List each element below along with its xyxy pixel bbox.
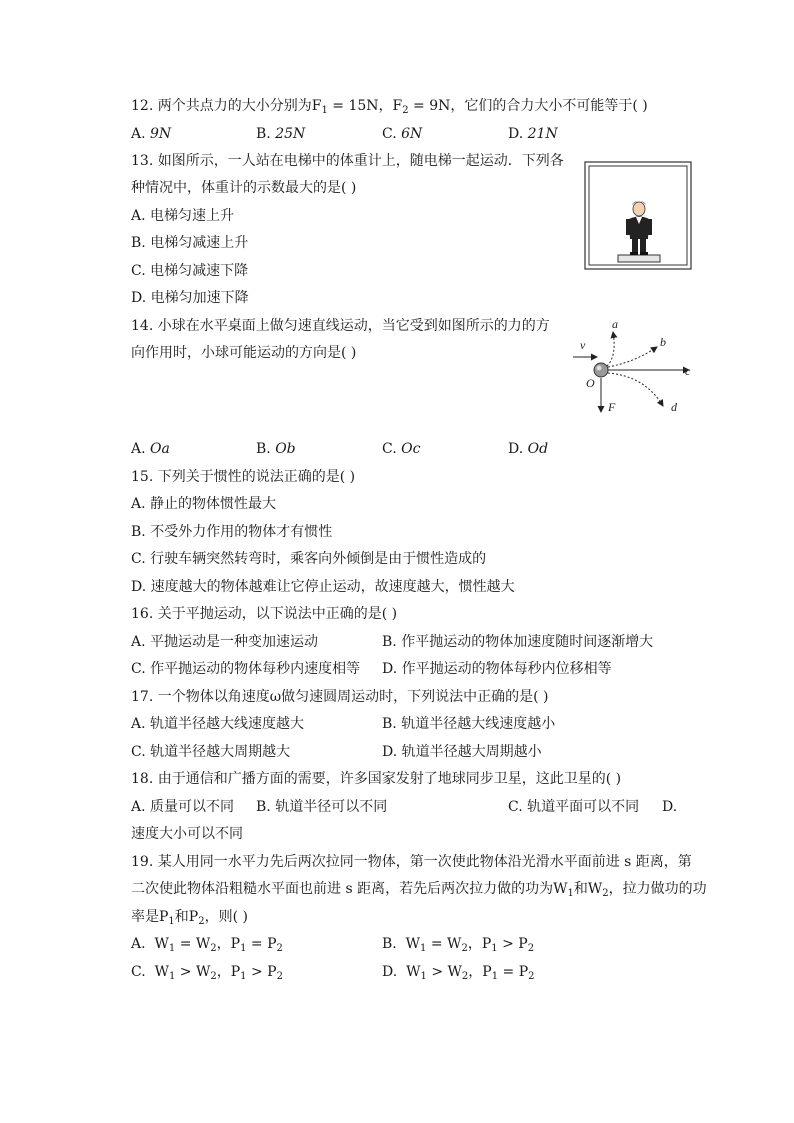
ball-icon xyxy=(594,363,608,377)
q12-option-d[interactable] xyxy=(508,124,558,144)
option-letter: A. xyxy=(131,441,146,457)
label-v: v xyxy=(580,338,586,352)
elevator-figure xyxy=(584,161,692,271)
sub-2: 2 xyxy=(602,888,609,899)
q18-option-a[interactable]: A. 质量可以不同 xyxy=(131,799,235,815)
q18-option-c[interactable]: C. 轨道平面可以不同 xyxy=(508,799,640,815)
q19-line3-a: 率是P xyxy=(131,909,169,925)
label-d: d xyxy=(671,400,677,414)
w-relation: > xyxy=(179,964,192,980)
q16-option-c[interactable]: C. 作平抛运动的物体每秒内速度相等 xyxy=(131,661,361,677)
q13-option-c[interactable]: C. 电梯匀减速下降 xyxy=(131,263,249,279)
q14-option-c[interactable] xyxy=(382,439,420,459)
q16-stem: 16. 关于平抛运动，以下说法中正确的是( ) xyxy=(131,606,398,622)
q12-stem-mid: = 15N，F xyxy=(327,98,403,114)
w-relation: = xyxy=(179,936,192,952)
option-letter: D. xyxy=(508,441,524,457)
p-relation: > xyxy=(251,964,263,980)
sub-1: 1 xyxy=(168,916,175,927)
q17-option-d[interactable]: D. 轨道半径越大周期越小 xyxy=(382,744,542,760)
q15-option-d[interactable]: D. 速度越大的物体越难让它停止运动，故速度越大，惯性越大 xyxy=(131,579,515,595)
q19-option-a[interactable]: A. $W_1 = W_2$，$P_1 = P_2$ xyxy=(131,936,283,954)
w-relation: > xyxy=(431,964,444,980)
q17-option-b[interactable]: B. 轨道半径越大线速度越小 xyxy=(382,716,556,732)
q12-stem xyxy=(131,96,648,116)
p-relation: = xyxy=(250,936,263,952)
q13-stem-line2: 种情况中，体重计的示数最大的是( ) xyxy=(131,180,357,196)
q19-stem-line1: 19. 某人用同一水平力先后两次拉同一物体，第一次使此物体沿光滑水平面前进 s 距离，第 xyxy=(131,854,692,870)
q14-stem-line2: 向作用时，小球可能运动的方向是( ) xyxy=(131,345,357,361)
p-relation: > xyxy=(502,936,514,952)
person-icon xyxy=(626,201,652,255)
label-c: c xyxy=(685,364,691,378)
option-value: 25N xyxy=(275,126,306,142)
q17-option-a[interactable]: A. 轨道半径越大线速度越大 xyxy=(131,716,305,732)
q12-option-a[interactable] xyxy=(131,124,171,144)
label-a: a xyxy=(612,317,618,331)
p-relation: = xyxy=(502,964,515,980)
q19-line2-a: 二次使此物体沿粗糙水平面也前进 s 距离，若先后两次拉力做的功为W xyxy=(131,881,568,897)
option-letter: B. xyxy=(256,441,271,457)
q17-option-c[interactable]: C. 轨道半径越大周期越大 xyxy=(131,744,291,760)
q19-option-c[interactable]: C. $W_1 > W_2$，$P_1 > P_2$ xyxy=(131,964,283,982)
q12-option-b[interactable] xyxy=(256,124,305,144)
q14-stem-line1: 14. 小球在水平桌面上做匀速直线运动，当它受到如图所示的力的方 xyxy=(131,318,550,334)
q18-option-d-text[interactable]: 速度大小可以不同 xyxy=(131,826,243,842)
q19-stem-line2 xyxy=(131,879,707,899)
scale-icon xyxy=(618,255,660,262)
q12-sub1: 1 xyxy=(321,105,328,116)
option-value: Oc xyxy=(401,441,421,457)
q14-option-a[interactable] xyxy=(131,439,170,459)
q13-stem-line1: 13. 如图所示，一人站在电梯中的体重计上，随电梯一起运动．下列各 xyxy=(131,153,564,169)
option-value: 9N xyxy=(150,126,172,142)
q15-option-a[interactable]: A. 静止的物体惯性最大 xyxy=(131,496,277,512)
q12-stem-post: = 9N，它们的合力大小不可能等于( ) xyxy=(408,98,648,114)
option-letter: B. xyxy=(256,126,271,142)
q18-stem: 18. 由于通信和广播方面的需要，许多国家发射了地球同步卫星，这此卫星的( ) xyxy=(131,771,622,787)
option-letter: D. xyxy=(508,126,524,142)
q19-stem-line3 xyxy=(131,907,248,927)
label-b: b xyxy=(660,335,666,349)
option-letter: A. xyxy=(131,936,146,952)
label-o: O xyxy=(586,376,595,390)
q16-option-d[interactable]: D. 作平抛运动的物体每秒内位移相等 xyxy=(382,661,612,677)
q18-option-d-letter[interactable]: D. xyxy=(662,799,678,815)
q16-option-a[interactable]: A. 平抛运动是一种变加速运动 xyxy=(131,634,319,650)
option-letter: C. xyxy=(131,964,146,980)
force-direction-figure xyxy=(565,316,700,420)
q19-option-d[interactable]: D. $W_1 > W_2$，$P_1 = P_2$ xyxy=(382,964,535,982)
option-letter: B. xyxy=(382,936,397,952)
q19-line2-b: 和W xyxy=(573,881,603,897)
q19-option-b[interactable]: B. $W_1 = W_2$，$P_1 > P_2$ xyxy=(382,936,535,954)
q13-option-d[interactable]: D. 电梯匀加速下降 xyxy=(131,290,249,306)
q19-line3-b: 和P xyxy=(174,909,199,925)
q14-option-b[interactable] xyxy=(256,439,296,459)
q13-option-b[interactable]: B. 电梯匀减速上升 xyxy=(131,235,249,251)
option-value: 21N xyxy=(527,126,558,142)
option-value: Ob xyxy=(275,441,296,457)
option-letter: C. xyxy=(382,441,397,457)
q18-option-b[interactable]: B. 轨道半径可以不同 xyxy=(256,799,388,815)
option-value: 6N xyxy=(401,126,423,142)
q15-stem: 15. 下列关于惯性的说法正确的是( ) xyxy=(131,469,356,485)
w-relation: = xyxy=(430,936,443,952)
option-letter: A. xyxy=(131,126,146,142)
q15-option-c[interactable]: C. 行驶车辆突然转弯时，乘客向外倾倒是由于惯性造成的 xyxy=(131,551,487,567)
q15-option-b[interactable]: B. 不受外力作用的物体才有惯性 xyxy=(131,524,333,540)
q17-stem: 17. 一个物体以角速度ω做匀速圆周运动时，下列说法中正确的是( ) xyxy=(131,689,549,705)
option-letter: D. xyxy=(382,964,398,980)
option-letter: C. xyxy=(382,126,397,142)
q12-sub2: 2 xyxy=(402,105,409,116)
q13-option-a[interactable]: A. 电梯匀速上升 xyxy=(131,208,235,224)
q19-line2-c: ，拉力做功的功 xyxy=(608,881,707,897)
q14-option-d[interactable] xyxy=(508,439,548,459)
q16-option-b[interactable]: B. 作平抛运动的物体加速度随时间逐渐增大 xyxy=(382,634,654,650)
q19-line3-c: ，则( ) xyxy=(204,909,248,925)
sub-2: 2 xyxy=(198,916,205,927)
sub-1: 1 xyxy=(567,888,574,899)
option-value: Od xyxy=(527,441,549,457)
q12-option-c[interactable] xyxy=(382,124,422,144)
q12-stem-pre: 12. 两个共点力的大小分别为F xyxy=(131,98,322,114)
label-f: F xyxy=(608,400,616,414)
option-value: Oa xyxy=(150,441,170,457)
